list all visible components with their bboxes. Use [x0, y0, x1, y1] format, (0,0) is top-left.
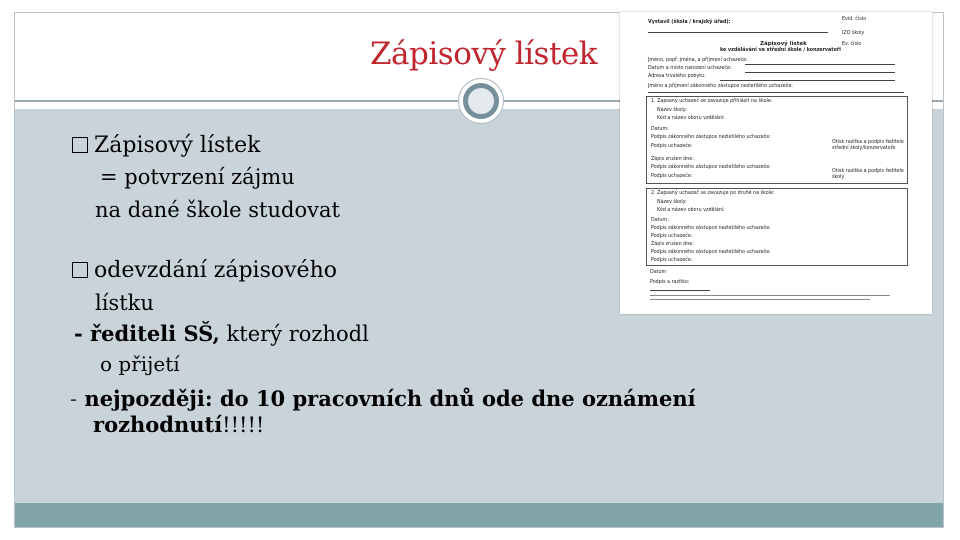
ring-ornament-icon	[458, 78, 504, 124]
sub-bullet-director-line-2: o přijetí	[100, 352, 180, 376]
form-section-1: 1. Zapsaný uchazeč se zavazuje přihlásit na škole: Název školy: Kód a název oboru vzdělání: Datum: Podpis zákonného zástupce nezletilého uchazeče: Podpis uchazeče: Otisk razítka a podpis ředitele střední školy/konzervatoře Zápis zrušen dne: Podpis zákonného zástupce nezletilého uchazeče: Podpis uchazeče: Otisk razítka a podpis ředitele školy	[646, 96, 908, 184]
bullet-2-line-1: lístku	[95, 291, 154, 315]
form-header-issuer: Vystavil (škola / krajský úřad):	[648, 20, 731, 25]
form-header-evid: Evid. číslo	[842, 17, 867, 22]
form-field: Jméno a příjmení zákonného zástupce nezletilého uchazeče:	[648, 84, 793, 89]
bullet-1-line-1: = potvrzení zájmu	[100, 165, 295, 189]
checkbox-bullet-icon	[72, 137, 88, 153]
form-subtitle: ke vzdělávání ve střední škole / konzervatoři	[720, 48, 841, 53]
footer-bar	[15, 503, 943, 527]
bullet-1-line-2: na dané škole studovat	[95, 198, 340, 222]
form-section-2: 2. Zapsaný uchazeč se zavazuje po druhé na škole: Název školy: Kód a název oboru vzdělání: Datum: Podpis zákonného zástupce nezletilého uchazeče: Podpis uchazeče: Zápis zrušen dne: Podpis zákonného zástupce nezletilého uchazeče: Podpis uchazeče:	[646, 188, 908, 266]
form-field: Adresa trvalého pobytu:	[648, 74, 706, 79]
checkbox-bullet-icon	[72, 262, 88, 278]
form-header-izo: IZO školy	[842, 31, 865, 36]
sub-bullet-deadline: - nejpozději: do 10 pracovních dnů ode dne oznámení	[70, 386, 696, 411]
bullet-1-heading: Zápisový lístek	[72, 132, 260, 160]
form-field: Jméno, popř. jména, a příjmení uchazeče:	[648, 58, 748, 63]
form-field: Datum a místo narození uchazeče:	[648, 66, 732, 71]
form-footer-date: Datum	[650, 270, 667, 275]
slide-title: Zápisový lístek	[370, 36, 598, 72]
form-image	[620, 12, 932, 314]
sub-bullet-deadline-line-2: rozhodnutí!!!!!	[93, 412, 265, 437]
form-title: Zápisový lístek	[760, 41, 807, 47]
sub-bullet-director: - řediteli SŠ, který rozhodl	[74, 321, 369, 346]
bullet-2-heading: odevzdání zápisového	[72, 257, 337, 285]
form-footer-sign: Podpis a razítko:	[650, 280, 690, 285]
form-header-evcislo: Ev. číslo	[842, 42, 862, 47]
